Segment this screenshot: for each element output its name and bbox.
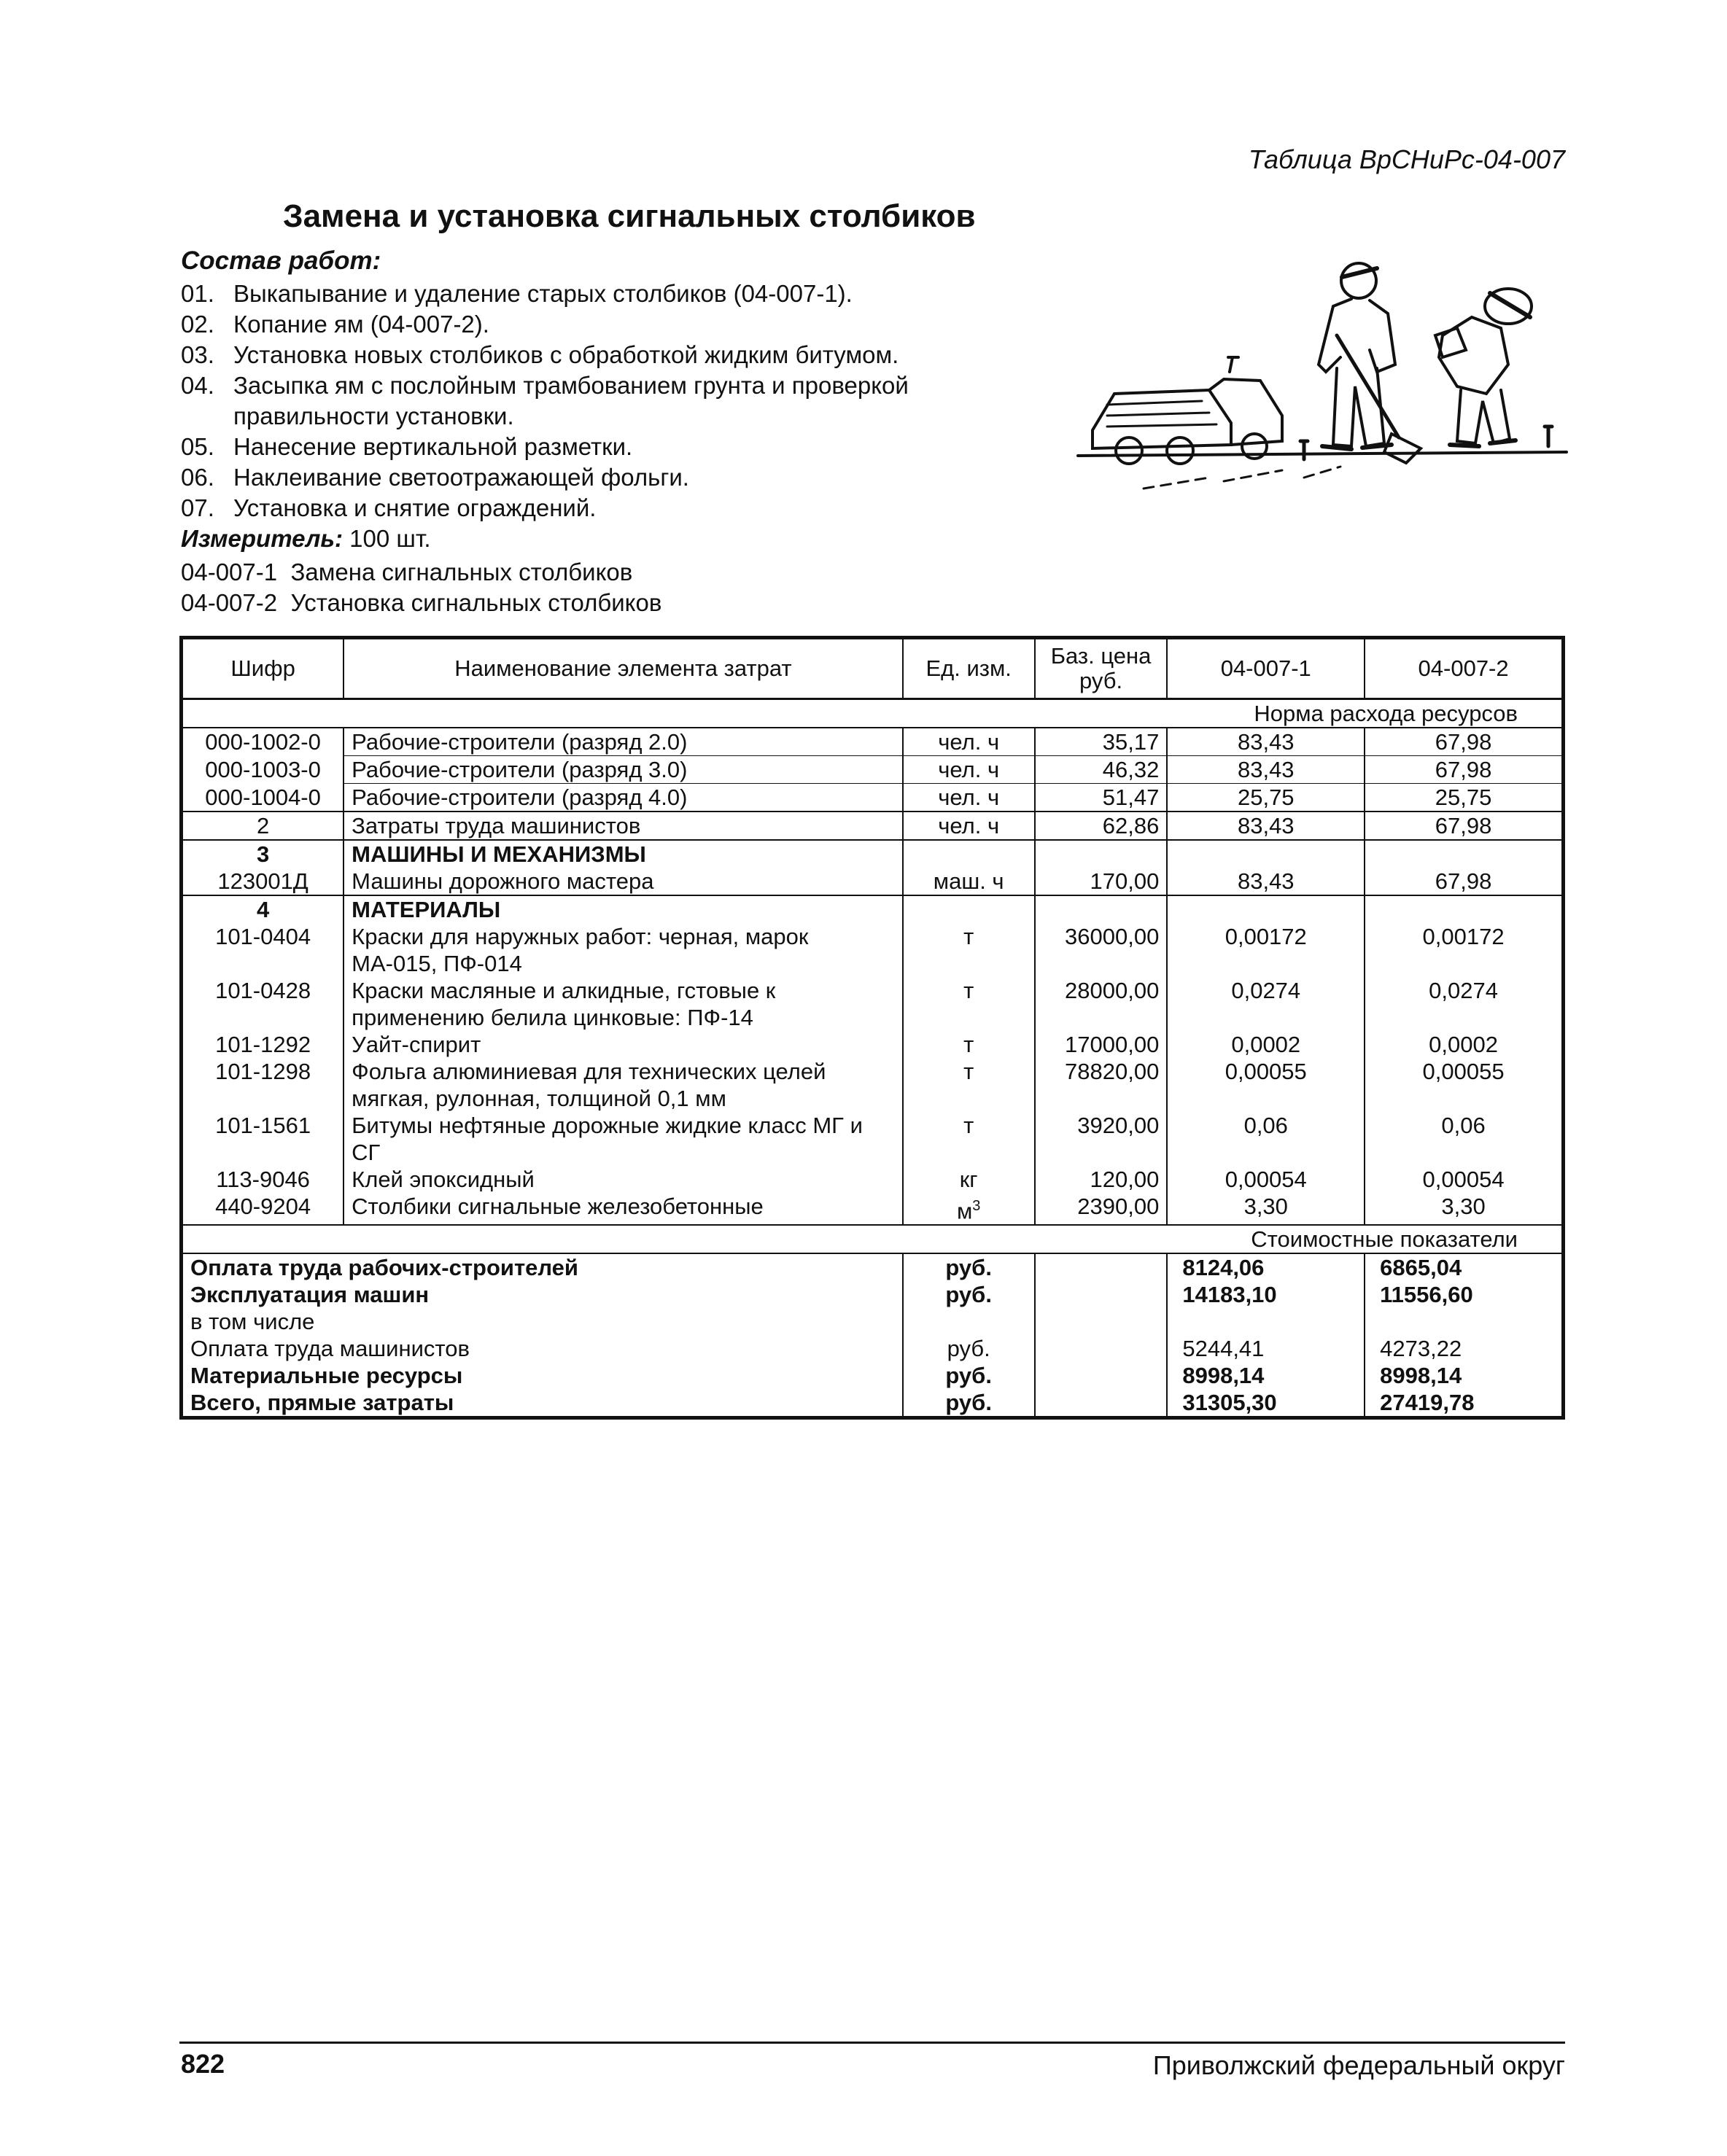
work-item-number: 03. (181, 341, 214, 368)
summary-value-2: 8998,14 (1365, 1362, 1563, 1389)
code-item-text: Установка сигнальных столбиков (290, 589, 662, 616)
summary-unit: руб. (903, 1253, 1035, 1281)
measure-line (181, 525, 431, 553)
table-row (182, 1058, 1564, 1112)
cell-price: 2390,00 (1035, 1193, 1168, 1225)
cell-norm-1: 0,00172 (1167, 923, 1365, 977)
table-row (182, 784, 1564, 812)
code-list (181, 557, 661, 618)
cell-code: 101-1561 (182, 1112, 344, 1166)
summary-row (182, 1308, 1564, 1335)
section-number: 3 (182, 840, 344, 868)
work-item-text: Установка и снятие ограждений. (233, 494, 597, 521)
cell-code: 000-1003-0 (182, 756, 344, 784)
work-item-number: 01. (181, 280, 214, 307)
section-number: 4 (182, 895, 344, 923)
cell-price: 35,17 (1035, 728, 1168, 756)
summary-unit: руб. (903, 1281, 1035, 1308)
work-item (181, 279, 1041, 309)
cell-norm-2: 67,98 (1365, 728, 1563, 756)
summary-value-2: 11556,60 (1365, 1281, 1563, 1308)
summary-unit (903, 1308, 1035, 1335)
summary-row (182, 1362, 1564, 1389)
work-item (181, 493, 1041, 524)
band-norm: Норма расхода ресурсов (182, 699, 1564, 728)
table-row (182, 1031, 1564, 1058)
cell-norm-2: 0,0002 (1365, 1031, 1563, 1058)
table-row (182, 1112, 1564, 1166)
header-code: Шифр (182, 638, 344, 699)
measure-value: 100 шт. (349, 525, 431, 552)
header-norm-1: 04-007-1 (1167, 638, 1365, 699)
work-item-text: Наклеивание светоотражающей фольги. (233, 464, 689, 491)
summary-body (182, 1253, 1564, 1418)
cell-unit: т (903, 1058, 1035, 1112)
band-norm-row (182, 699, 1564, 728)
cell-code: 101-1292 (182, 1031, 344, 1058)
cell-name: Машины дорожного мастера (344, 868, 902, 895)
cell-code: 2 (182, 812, 344, 840)
cost-table (179, 636, 1565, 1420)
work-item-number: 04. (181, 372, 214, 399)
summary-row (182, 1335, 1564, 1362)
measure-label: Измеритель: (181, 525, 343, 552)
work-item (181, 432, 1041, 462)
cell-norm-2: 25,75 (1365, 784, 1563, 812)
cell-unit: т (903, 923, 1035, 977)
summary-row (182, 1253, 1564, 1281)
cell-price: 36000,00 (1035, 923, 1168, 977)
cell-unit: чел. ч (903, 784, 1035, 812)
table-reference: Таблица ВрСНиРс-04-007 (1248, 144, 1565, 174)
cell-unit: т (903, 1112, 1035, 1166)
code-item (181, 588, 661, 618)
summary-label: в том числе (182, 1308, 903, 1335)
summary-value-1: 31305,30 (1167, 1389, 1365, 1418)
work-item-number: 07. (181, 494, 214, 521)
work-item-text: Нанесение вертикальной разметки. (233, 433, 633, 460)
cell-name: Краски масляные и алкидные, гстовые к применению белила цинковые: ПФ-14 (344, 977, 902, 1031)
cell-norm-2: 67,98 (1365, 868, 1563, 895)
cell-unit: чел. ч (903, 812, 1035, 840)
cell-norm-1: 0,06 (1167, 1112, 1365, 1166)
work-item-number: 02. (181, 311, 214, 338)
summary-value-1: 14183,10 (1167, 1281, 1365, 1308)
table-row (182, 728, 1564, 756)
cell-price: 78820,00 (1035, 1058, 1168, 1112)
summary-value-1: 8998,14 (1167, 1362, 1365, 1389)
cell-code: 123001Д (182, 868, 344, 895)
cell-code: 101-0428 (182, 977, 344, 1031)
cell-norm-1: 83,43 (1167, 812, 1365, 840)
cell-norm-1: 25,75 (1167, 784, 1365, 812)
cell-unit: маш. ч (903, 868, 1035, 895)
cell-price: 17000,00 (1035, 1031, 1168, 1058)
cell-code: 440-9204 (182, 1193, 344, 1225)
cell-norm-2: 3,30 (1365, 1193, 1563, 1225)
header-norm-2: 04-007-2 (1365, 638, 1563, 699)
summary-unit: руб. (903, 1389, 1035, 1418)
band-cost-row (182, 1225, 1564, 1253)
worker-bending-drawing (1435, 289, 1532, 446)
cell-unit: чел. ч (903, 756, 1035, 784)
summary-value-2 (1365, 1308, 1563, 1335)
work-item-text: Установка новых столбиков с обработкой жидким битумом. (233, 341, 899, 368)
summary-label: Эксплуатация машин (182, 1281, 903, 1308)
table-row (182, 756, 1564, 784)
summary-value-2: 6865,04 (1365, 1253, 1563, 1281)
cell-norm-1: 83,43 (1167, 756, 1365, 784)
cell-price: 28000,00 (1035, 977, 1168, 1031)
code-item-code: 04-007-2 (181, 589, 278, 616)
work-item-text: Засыпка ям с послойным трамбованием грунта и проверкой правильности установки. (233, 372, 909, 429)
table-row (182, 923, 1564, 977)
page-number: 822 (181, 2049, 225, 2079)
signal-post-small (1545, 427, 1552, 446)
work-item-text: Выкапывание и удаление старых столбиков (04-007-1). (233, 280, 853, 307)
summary-label: Материальные ресурсы (182, 1362, 903, 1389)
summary-row (182, 1281, 1564, 1308)
footer-divider (179, 2042, 1565, 2044)
cell-norm-1: 0,0002 (1167, 1031, 1365, 1058)
cell-norm-1: 83,43 (1167, 868, 1365, 895)
summary-label: Всего, прямые затраты (182, 1389, 903, 1418)
cell-norm-1: 0,00054 (1167, 1166, 1365, 1193)
summary-value-2: 4273,22 (1365, 1335, 1563, 1362)
cell-norm-1: 0,00055 (1167, 1058, 1365, 1112)
cell-norm-2: 0,06 (1365, 1112, 1563, 1166)
cell-norm-1: 83,43 (1167, 728, 1365, 756)
cell-price: 170,00 (1035, 868, 1168, 895)
work-item-number: 05. (181, 433, 214, 460)
cell-code: 000-1002-0 (182, 728, 344, 756)
cell-unit: чел. ч (903, 728, 1035, 756)
cell-norm-2: 0,00054 (1365, 1166, 1563, 1193)
header-price: Баз. цена руб. (1035, 638, 1168, 699)
cell-unit (903, 1193, 1035, 1225)
table-row (182, 977, 1564, 1031)
workers-illustration (1063, 248, 1574, 525)
table-row (182, 812, 1564, 840)
cell-name: Фольга алюминиевая для технических целей мягкая, рулонная, толщиной 0,1 мм (344, 1058, 902, 1112)
section-heading-row (182, 840, 1564, 868)
cell-name: Краски для наружных работ: черная, марок МА-015, ПФ-014 (344, 923, 902, 977)
cell-name: Столбики сигнальные железобетонные (344, 1193, 902, 1225)
cell-name: Затраты труда машинистов (344, 812, 902, 840)
region-name: Приволжский федеральный округ (1152, 2050, 1565, 2080)
header-unit: Ед. изм. (903, 638, 1035, 699)
section-heading: МАШИНЫ И МЕХАНИЗМЫ (344, 840, 902, 868)
work-list (181, 279, 1041, 524)
cell-price: 46,32 (1035, 756, 1168, 784)
table-header-row (182, 638, 1564, 699)
section-heading: МАТЕРИАЛЫ (344, 895, 902, 923)
summary-label: Оплата труда рабочих-строителей (182, 1253, 903, 1281)
cell-code: 101-0404 (182, 923, 344, 977)
cell-unit: кг (903, 1166, 1035, 1193)
cell-code: 101-1298 (182, 1058, 344, 1112)
cell-norm-1: 3,30 (1167, 1193, 1365, 1225)
cell-norm-2: 67,98 (1365, 812, 1563, 840)
cell-name: Рабочие-строители (разряд 3.0) (344, 756, 902, 784)
code-item-code: 04-007-1 (181, 559, 278, 585)
cell-norm-2: 0,0274 (1365, 977, 1563, 1031)
cell-name: Клей эпоксидный (344, 1166, 902, 1193)
unit-base: м (956, 1198, 973, 1224)
section-heading-row (182, 895, 1564, 923)
summary-unit: руб. (903, 1362, 1035, 1389)
cell-norm-2: 67,98 (1365, 756, 1563, 784)
work-item (181, 309, 1041, 340)
summary-value-1: 8124,06 (1167, 1253, 1365, 1281)
composition-label: Состав работ: (181, 246, 381, 275)
cell-name: Битумы нефтяные дорожные жидкие класс МГ и СГ (344, 1112, 902, 1166)
cell-norm-2: 0,00172 (1365, 923, 1563, 977)
work-item (181, 340, 1041, 370)
cell-code: 000-1004-0 (182, 784, 344, 812)
cell-name: Рабочие-строители (разряд 2.0) (344, 728, 902, 756)
summary-unit: руб. (903, 1335, 1035, 1362)
summary-value-1: 5244,41 (1167, 1335, 1365, 1362)
cell-name: Уайт-спирит (344, 1031, 902, 1058)
unit-superscript: 3 (972, 1198, 981, 1214)
table-body (182, 728, 1564, 1225)
band-cost: Стоимостные показатели (182, 1225, 1564, 1253)
cell-price: 51,47 (1035, 784, 1168, 812)
table-row (182, 868, 1564, 895)
cell-unit: т (903, 977, 1035, 1031)
cell-price: 3920,00 (1035, 1112, 1168, 1166)
code-item (181, 557, 661, 588)
work-item-text: Копание ям (04-007-2). (233, 311, 489, 338)
cell-norm-1: 0,0274 (1167, 977, 1365, 1031)
page-title: Замена и установка сигнальных столбиков (283, 198, 976, 234)
truck-drawing (1093, 357, 1282, 464)
summary-row (182, 1389, 1564, 1418)
summary-value-2: 27419,78 (1365, 1389, 1563, 1418)
ground-line (1078, 452, 1567, 456)
code-item-text: Замена сигнальных столбиков (290, 559, 633, 585)
table-row (182, 1193, 1564, 1225)
cell-price: 62,86 (1035, 812, 1168, 840)
cell-unit: т (903, 1031, 1035, 1058)
work-item (181, 370, 1041, 432)
cell-code: 113-9046 (182, 1166, 344, 1193)
work-item (181, 462, 1041, 493)
ground-line-dashed (1144, 467, 1340, 489)
cell-name: Рабочие-строители (разряд 4.0) (344, 784, 902, 812)
table-row (182, 1166, 1564, 1193)
cell-price: 120,00 (1035, 1166, 1168, 1193)
summary-value-1 (1167, 1308, 1365, 1335)
summary-label: Оплата труда машинистов (182, 1335, 903, 1362)
work-item-number: 06. (181, 464, 214, 491)
cell-norm-2: 0,00055 (1365, 1058, 1563, 1112)
signal-post-small (1300, 441, 1308, 459)
worker-shovel-drawing (1319, 263, 1421, 463)
header-name: Наименование элемента затрат (344, 638, 902, 699)
